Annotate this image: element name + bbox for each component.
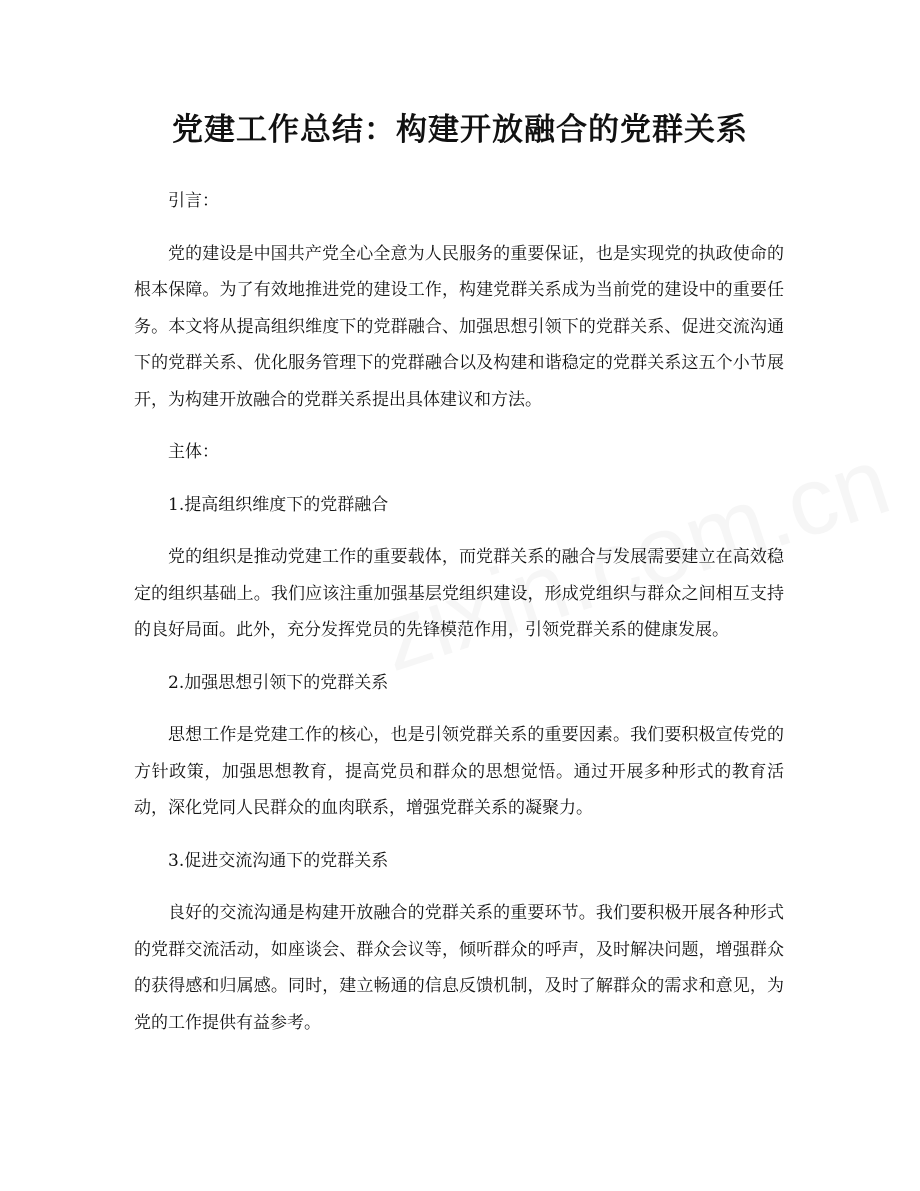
body-label: 主体： — [168, 442, 219, 462]
document-title: 党建工作总结：构建开放融合的党群关系 — [172, 112, 748, 148]
intro-label: 引言： — [168, 191, 219, 211]
section-paragraph-1: 党的组织是推动党建工作的重要载体，而党群关系的融合与发展需要建立在高效稳定的组织基础上。我们应该注重加强基层党组织建设，形成党组织与群众之间相互支持的良好局面。此外，充分发挥党员的先锋模范作用，引领党群关系的健康发展。 — [134, 547, 784, 640]
section-paragraph-3: 良好的交流沟通是构建开放融合的党群关系的重要环节。我们要积极开展各种形式的党群交流活动，如座谈会、群众会议等，倾听群众的呼声，及时解决问题，增强群众的获得感和归属感。同时，建立畅通的信息反馈机制，及时了解群众的需求和意见，为党的工作提供有益参考。 — [134, 903, 784, 1033]
section-heading-2: 2.加强思想引领下的党群关系 — [168, 672, 389, 693]
section-heading-3: 3.促进交流沟通下的党群关系 — [168, 850, 389, 871]
section-heading-1: 1.提高组织维度下的党群融合 — [168, 494, 389, 515]
intro-paragraph: 党的建设是中国共产党全心全意为人民服务的重要保证，也是实现党的执政使命的根本保障。为了有效地推进党的建设工作，构建党群关系成为当前党的建设中的重要任务。本文将从提高组织维度下的党群融合、加强思想引领下的党群关系、促进交流沟通下的党群关系、优化服务管理下的党群融合以及构建和谐稳定的党群关系这五个小节展开，为构建开放融合的党群关系提出具体建议和方法。 — [134, 243, 784, 410]
section-paragraph-2: 思想工作是党建工作的核心，也是引领党群关系的重要因素。我们要积极宣传党的方针政策，加强思想教育，提高党员和群众的思想觉悟。通过开展多种形式的教育活动，深化党同人民群众的血肉联系，增强党群关系的凝聚力。 — [134, 725, 784, 818]
document-body — [134, 183, 784, 1041]
